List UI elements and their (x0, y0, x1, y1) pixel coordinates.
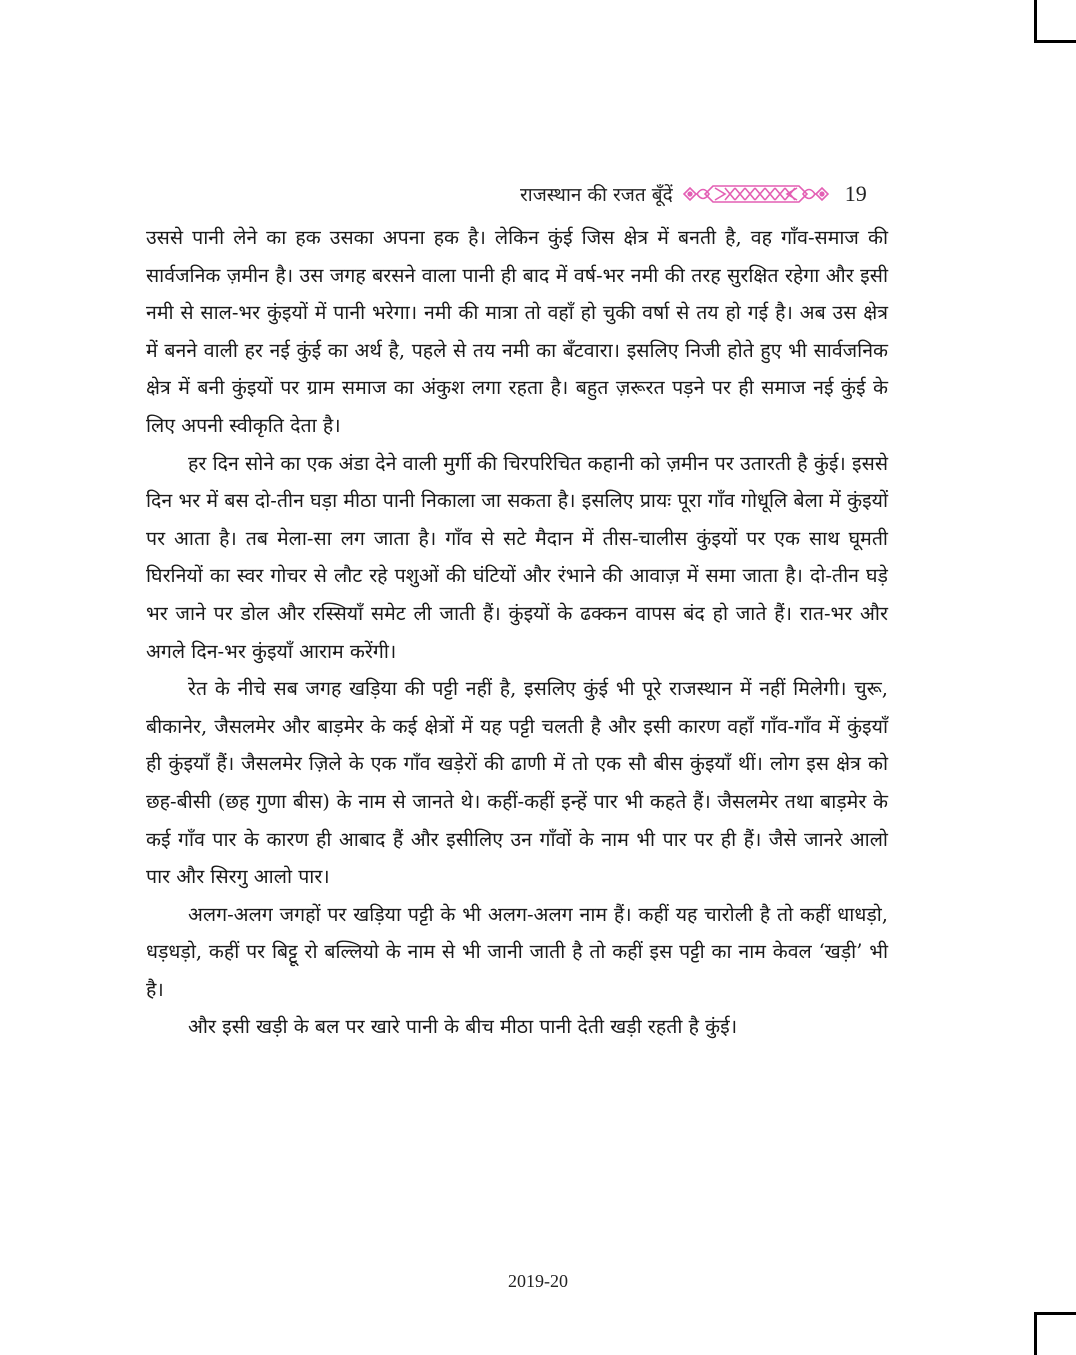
paragraph: उससे पानी लेने का हक उसका अपना हक है। लेकिन कुंई जिस क्षेत्र में बनती है, वह गाँव-समाज की सार्वजनिक ज़मीन है। उस जगह बरसने वाला पानी ही बाद में वर्ष-भर नमी की तरह सुरक्षित रहेगा और इसी नमी से साल-भर कुंइयों में पानी भरेगा। नमी की मात्रा तो वहाँ हो चुकी वर्षा से तय हो गई है। अब उस क्षेत्र में बनने वाली हर नई कुंई का अर्थ है, पहले से तय नमी का बँटवारा। इसलिए निजी होते हुए भी सार्वजनिक क्षेत्र में बनी कुंइयों पर ग्राम समाज का अंकुश लगा रहता है। बहुत ज़रूरत पड़ने पर ही समाज नई कुंई के लिए अपनी स्वीकृति देता है। (146, 226, 888, 437)
running-header (520, 176, 900, 212)
paragraph: हर दिन सोने का एक अंडा देने वाली मुर्गी की चिरपरिचित कहानी को ज़मीन पर उतारती है कुंई। इससे दिन भर में बस दो-तीन घड़ा मीठा पानी निकाला जा सकता है। इसलिए प्रायः पूरा गाँव गोधूलि बेला में कुंइयों पर आता है। तब मेला-सा लग जाता है। गाँव से सटे मैदान में तीस-चालीस कुंइयों पर एक साथ घूमती घिरनियों का स्वर गोचर से लौट रहे पशुओं की घंटियों और रंभाने की आवाज़ में समा जाता है। दो-तीन घड़े भर जाने पर डोल और रस्सियाँ समेट ली जाती हैं। कुंइयों के ढक्कन वापस बंद हो जाते हैं। रात-भर और अगले दिन-भर कुंइयाँ आराम करेंगी। (146, 451, 888, 663)
crop-mark-bottom-vertical (1034, 1312, 1037, 1355)
running-title: राजस्थान की रजत बूँदें (520, 184, 673, 206)
page-number: 19 (844, 181, 867, 206)
footer-year: 2019-20 (508, 1271, 568, 1291)
paragraph: अलग-अलग जगहों पर खड़िया पट्टी के भी अलग-अलग नाम हैं। कहीं यह चारोली है तो कहीं धाधड़ो, धड़धड़ो, कहीं पर बिट्टू रो बल्लियो के नाम से भी जानी जाती है तो कहीं इस पट्टी का नाम केवल ‘खड़ी’ भी है। (146, 902, 888, 1001)
body-text (146, 219, 888, 1046)
crop-mark-top-vertical (1034, 0, 1037, 43)
crop-mark-bottom-horizontal (1034, 1312, 1076, 1315)
decorative-ornament-icon (681, 176, 831, 212)
crop-mark-top-horizontal (1034, 40, 1076, 43)
paragraph: और इसी खड़ी के बल पर खारे पानी के बीच मीठा पानी देती खड़ी रहती है कुंई। (188, 1015, 738, 1039)
paragraph: रेत के नीचे सब जगह खड़िया की पट्टी नहीं है, इसलिए कुंई भी पूरे राजस्थान में नहीं मिलेगी। चुरू, बीकानेर, जैसलमेर और बाड़मेर के कई क्षेत्रों में यह पट्टी चलती है और इसी कारण वहाँ गाँव-गाँव में कुंइयाँ ही कुंइयाँ हैं। जैसलमेर ज़िले के एक गाँव खड़ेरों की ढाणी में तो एक सौ बीस कुंइयाँ थीं। लोग इस क्षेत्र को छह-बीसी (छह गुणा बीस) के नाम से जानते थे। कहीं-कहीं इन्हें पार भी कहते हैं। जैसलमेर तथा बाड़मेर के कई गाँव पार के कारण ही आबाद हैं और इसीलिए उन गाँवों के नाम भी पार पर ही हैं। जैसे जानरे आलो पार और सिरगु आलो पार। (146, 677, 888, 889)
